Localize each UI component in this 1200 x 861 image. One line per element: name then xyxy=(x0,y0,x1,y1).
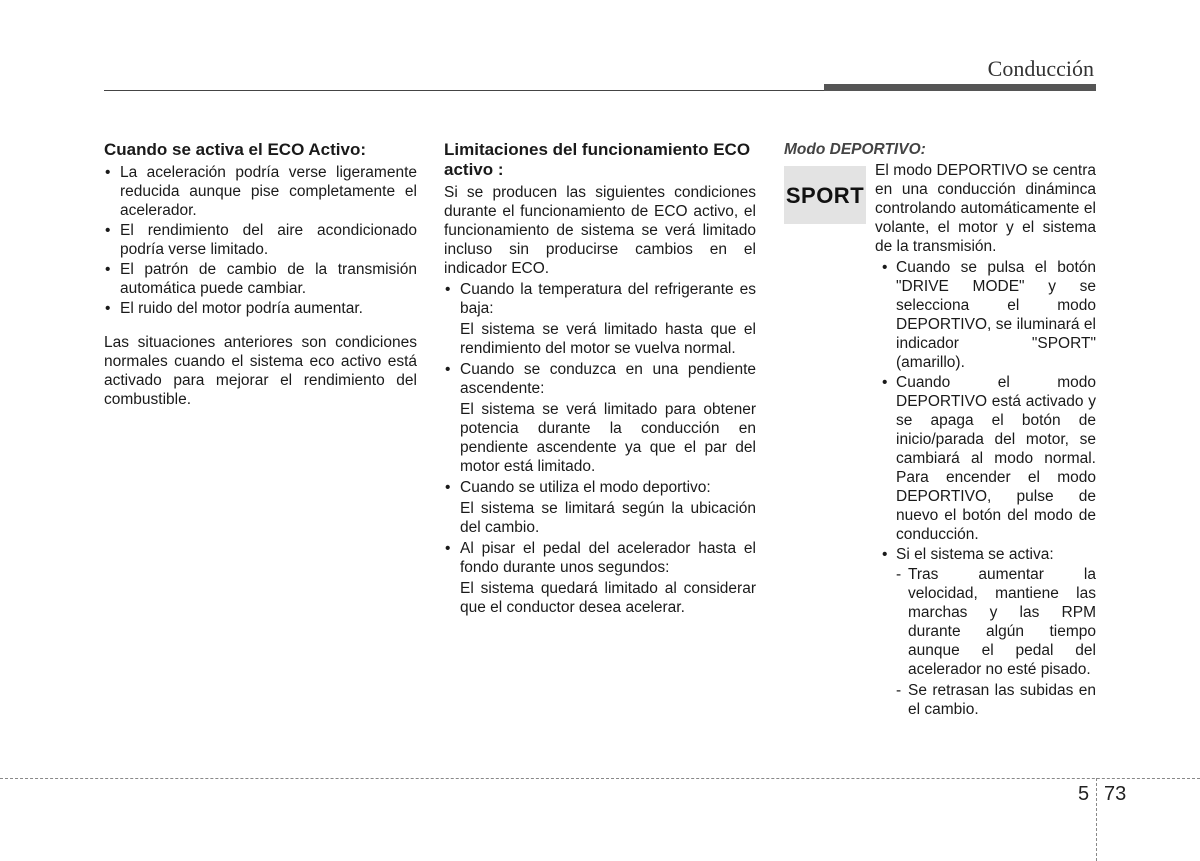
section-heading-sport-mode: Modo DEPORTIVO: xyxy=(784,141,926,158)
sport-active-sublist xyxy=(896,565,1096,719)
list-item: • El rendimiento del aire acondicionado podría verse limitado. xyxy=(104,221,417,259)
column-eco-active xyxy=(104,140,417,409)
list-item: • Si el sistema se activa: xyxy=(882,545,1096,564)
page-number: 73 xyxy=(1104,783,1127,805)
list-item: • Cuando el modo DEPORTIVO está activado y se apaga el botón de inicio/parada del motor, se cambiará al modo normal. Para encender el modo DEPORTIVO, pulse de nuevo el botón del modo de conducción. xyxy=(882,373,1096,544)
sport-mode-intro: El modo DEPORTIVO se centra en una conducción dináminca controlando automáticamente el volante, el motor y el sistema de la transmisión. xyxy=(875,162,1096,255)
list-item: • El ruido del motor podría aumentar. xyxy=(104,299,417,318)
list-item: • El patrón de cambio de la transmisión automática puede cambiar. xyxy=(104,260,417,298)
eco-effects-list xyxy=(104,163,417,318)
list-item-detail: El sistema se verá limitado para obtener potencia durante la conducción en pendiente ascendente ya que el par del motor está limitado. xyxy=(460,401,756,475)
sport-indicator-label: SPORT xyxy=(785,182,865,208)
list-item: - Se retrasan las subidas en el cambio. xyxy=(896,681,1096,719)
eco-limitations-list xyxy=(444,280,756,617)
sport-indicator-icon xyxy=(784,166,866,224)
page-header-title: Conducción xyxy=(987,56,1094,81)
section-heading-eco-active: Cuando se activa el ECO Activo: xyxy=(104,140,366,159)
list-item: • Al pisar el pedal del acelerador hasta el fondo durante unos segundos: xyxy=(444,539,756,577)
list-item: • Cuando se utiliza el modo deportivo: xyxy=(444,478,756,497)
chapter-number: 5 xyxy=(1078,783,1090,805)
footer-vertical-divider xyxy=(1096,778,1097,861)
list-item: - Tras aumentar la velocidad, mantiene las marchas y las RPM durante algún tiempo aunque el pedal del acelerador no esté pisado. xyxy=(896,565,1096,679)
column-eco-limitations xyxy=(444,140,756,619)
list-item-detail: El sistema quedará limitado al considerar que el conductor desea acelerar. xyxy=(460,580,756,616)
list-item: • Cuando se conduzca en una pendiente ascendente: xyxy=(444,360,756,398)
section-heading-eco-limitations: Limitaciones del funcionamiento ECO activo : xyxy=(444,140,751,179)
list-item-detail: El sistema se verá limitado hasta que el rendimiento del motor se vuelva normal. xyxy=(460,321,756,357)
list-item: • Cuando la temperatura del refrigerante es baja: xyxy=(444,280,756,318)
list-item: • La aceleración podría verse ligeramente reducida aunque pise completamente el acelerador. xyxy=(104,163,417,220)
list-item-detail: El sistema se limitará según la ubicación del cambio. xyxy=(460,500,756,536)
column-sport-mode xyxy=(784,140,1096,721)
header-rule-thick xyxy=(824,84,1096,91)
footer-divider xyxy=(0,778,1200,779)
list-item: • Cuando se pulsa el botón "DRIVE MODE" y se selecciona el modo DEPORTIVO, se iluminará el indicador "SPORT" (amarillo). xyxy=(882,258,1096,372)
sport-mode-list xyxy=(784,258,1096,564)
eco-normal-conditions-paragraph: Las situaciones anteriores son condiciones normales cuando el sistema eco activo está activado para mejorar el rendimiento del combustible. xyxy=(104,334,417,408)
eco-limitations-intro: Si se producen las siguientes condiciones durante el funcionamiento de ECO activo, el funcionamiento de sistema se verá limitado incluso sin producirse cambios en el indicador ECO. xyxy=(444,184,756,277)
